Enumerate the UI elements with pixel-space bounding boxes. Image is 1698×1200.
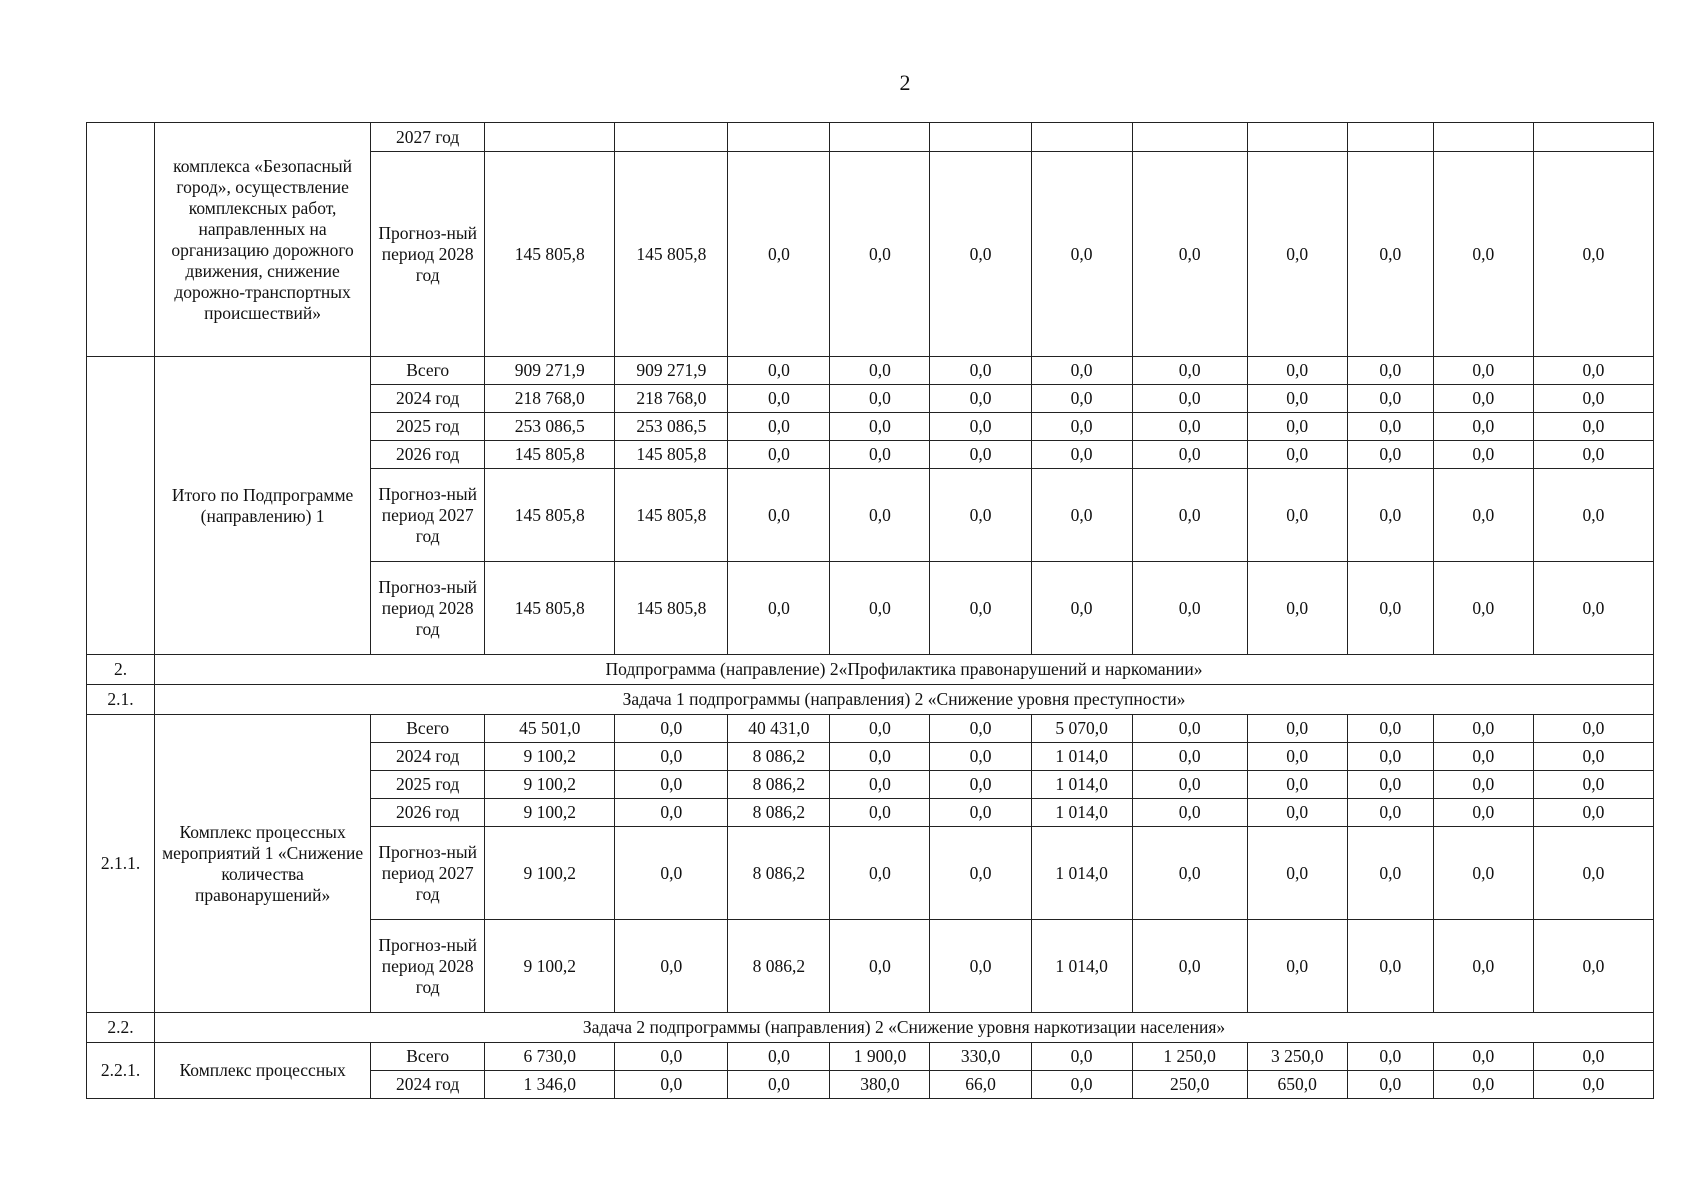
value-cell: 0,0	[930, 152, 1031, 357]
row-code: 2.1.1.	[87, 715, 155, 1013]
value-cell: 1 014,0	[1031, 771, 1132, 799]
row-name: Комплекс процессных мероприятий 1 «Снижение количества правонарушений»	[155, 715, 371, 1013]
value-cell: 3 250,0	[1247, 1043, 1347, 1071]
value-cell: 145 805,8	[615, 441, 728, 469]
value-cell: 1 346,0	[485, 1071, 615, 1099]
value-cell	[728, 123, 830, 152]
value-cell: 0,0	[1533, 743, 1653, 771]
budget-table	[86, 122, 1654, 1099]
value-cell: 0,0	[1533, 413, 1653, 441]
value-cell: 0,0	[1347, 1071, 1433, 1099]
value-cell: 9 100,2	[485, 920, 615, 1013]
value-cell: 8 086,2	[728, 920, 830, 1013]
value-cell: 1 250,0	[1132, 1043, 1247, 1071]
value-cell: 0,0	[930, 771, 1031, 799]
value-cell: 0,0	[1132, 771, 1247, 799]
value-cell	[1247, 123, 1347, 152]
value-cell: 0,0	[930, 920, 1031, 1013]
value-cell: 380,0	[830, 1071, 930, 1099]
period-cell: 2024 год	[371, 385, 485, 413]
value-cell: 0,0	[615, 799, 728, 827]
value-cell: 0,0	[615, 743, 728, 771]
value-cell: 0,0	[1132, 715, 1247, 743]
value-cell: 218 768,0	[615, 385, 728, 413]
value-cell: 0,0	[1132, 385, 1247, 413]
value-cell: 1 014,0	[1031, 920, 1132, 1013]
value-cell: 0,0	[1433, 152, 1533, 357]
value-cell: 0,0	[728, 385, 830, 413]
value-cell: 0,0	[1132, 799, 1247, 827]
value-cell: 0,0	[1247, 385, 1347, 413]
value-cell: 145 805,8	[485, 152, 615, 357]
value-cell: 250,0	[1132, 1071, 1247, 1099]
value-cell: 0,0	[1031, 1043, 1132, 1071]
value-cell: 218 768,0	[485, 385, 615, 413]
value-cell: 0,0	[1132, 562, 1247, 655]
row-code: 2.1.	[87, 685, 155, 715]
value-cell: 0,0	[1347, 469, 1433, 562]
value-cell: 6 730,0	[485, 1043, 615, 1071]
value-cell: 0,0	[1433, 413, 1533, 441]
value-cell: 0,0	[1247, 920, 1347, 1013]
value-cell: 0,0	[615, 715, 728, 743]
period-cell: Прогноз-ный период 2028 год	[371, 152, 485, 357]
value-cell: 0,0	[1433, 799, 1533, 827]
value-cell: 0,0	[1433, 1071, 1533, 1099]
table-row	[87, 1043, 1654, 1071]
row-code: 2.2.1.	[87, 1043, 155, 1099]
period-cell: 2024 год	[371, 1071, 485, 1099]
row-name: Итого по Подпрограмме (направлению) 1	[155, 357, 371, 655]
value-cell: 0,0	[830, 357, 930, 385]
period-cell: 2025 год	[371, 771, 485, 799]
value-cell: 0,0	[1132, 743, 1247, 771]
value-cell: 0,0	[1433, 743, 1533, 771]
section-row	[87, 1013, 1654, 1043]
value-cell: 0,0	[728, 413, 830, 441]
value-cell: 145 805,8	[615, 469, 728, 562]
value-cell: 0,0	[728, 562, 830, 655]
value-cell: 0,0	[1533, 827, 1653, 920]
value-cell: 0,0	[1347, 357, 1433, 385]
value-cell: 0,0	[930, 827, 1031, 920]
value-cell: 0,0	[1247, 562, 1347, 655]
value-cell: 0,0	[1433, 385, 1533, 413]
value-cell	[615, 123, 728, 152]
value-cell	[1132, 123, 1247, 152]
value-cell: 0,0	[728, 441, 830, 469]
section-title: Задача 2 подпрограммы (направления) 2 «Снижение уровня наркотизации населения»	[155, 1013, 1654, 1043]
value-cell: 0,0	[1031, 385, 1132, 413]
value-cell	[1433, 123, 1533, 152]
row-code	[87, 123, 155, 357]
value-cell: 0,0	[930, 715, 1031, 743]
period-cell: Прогноз-ный период 2028 год	[371, 920, 485, 1013]
value-cell: 0,0	[930, 441, 1031, 469]
value-cell: 0,0	[1533, 715, 1653, 743]
value-cell: 0,0	[1347, 743, 1433, 771]
value-cell: 0,0	[830, 562, 930, 655]
value-cell: 0,0	[930, 799, 1031, 827]
value-cell	[485, 123, 615, 152]
section-row	[87, 655, 1654, 685]
value-cell: 0,0	[1347, 413, 1433, 441]
value-cell: 145 805,8	[485, 562, 615, 655]
value-cell: 45 501,0	[485, 715, 615, 743]
value-cell: 145 805,8	[615, 152, 728, 357]
value-cell	[830, 123, 930, 152]
value-cell: 0,0	[1433, 562, 1533, 655]
value-cell: 0,0	[830, 715, 930, 743]
value-cell: 1 014,0	[1031, 799, 1132, 827]
value-cell: 0,0	[1031, 562, 1132, 655]
value-cell: 0,0	[1533, 799, 1653, 827]
value-cell: 0,0	[1347, 799, 1433, 827]
value-cell: 0,0	[1533, 441, 1653, 469]
value-cell: 0,0	[830, 152, 930, 357]
page-number: 2	[899, 70, 911, 95]
value-cell: 0,0	[1433, 715, 1533, 743]
value-cell: 0,0	[1247, 771, 1347, 799]
value-cell: 0,0	[1031, 413, 1132, 441]
value-cell: 0,0	[1533, 357, 1653, 385]
value-cell: 0,0	[830, 385, 930, 413]
value-cell: 145 805,8	[485, 441, 615, 469]
value-cell: 0,0	[1347, 441, 1433, 469]
value-cell: 0,0	[930, 385, 1031, 413]
period-cell: 2024 год	[371, 743, 485, 771]
value-cell: 0,0	[930, 743, 1031, 771]
value-cell: 0,0	[728, 469, 830, 562]
value-cell: 0,0	[615, 1071, 728, 1099]
value-cell: 0,0	[1533, 469, 1653, 562]
value-cell: 0,0	[615, 771, 728, 799]
value-cell: 0,0	[1433, 441, 1533, 469]
row-name: Комплекс процессных	[155, 1043, 371, 1099]
value-cell: 253 086,5	[615, 413, 728, 441]
value-cell: 8 086,2	[728, 771, 830, 799]
value-cell: 9 100,2	[485, 799, 615, 827]
row-code	[87, 357, 155, 655]
value-cell: 0,0	[1247, 827, 1347, 920]
value-cell	[930, 123, 1031, 152]
value-cell: 253 086,5	[485, 413, 615, 441]
value-cell: 0,0	[1347, 920, 1433, 1013]
value-cell: 0,0	[1247, 799, 1347, 827]
value-cell: 0,0	[1433, 469, 1533, 562]
value-cell: 0,0	[1533, 152, 1653, 357]
table-row	[87, 123, 1654, 152]
value-cell: 0,0	[1247, 441, 1347, 469]
value-cell: 0,0	[830, 920, 930, 1013]
value-cell: 0,0	[1433, 827, 1533, 920]
period-cell: Прогноз-ный период 2027 год	[371, 469, 485, 562]
table-row	[87, 715, 1654, 743]
row-name: комплекса «Безопасный город», осуществление комплексных работ, направленных на организацию дорожного движения, снижение дорожно-транспортных происшествий»	[155, 123, 371, 357]
value-cell: 0,0	[1347, 827, 1433, 920]
value-cell: 0,0	[1533, 562, 1653, 655]
row-code: 2.2.	[87, 1013, 155, 1043]
value-cell: 0,0	[1347, 715, 1433, 743]
value-cell: 8 086,2	[728, 743, 830, 771]
value-cell: 0,0	[1132, 827, 1247, 920]
period-cell: Прогноз-ный период 2027 год	[371, 827, 485, 920]
value-cell: 5 070,0	[1031, 715, 1132, 743]
value-cell: 0,0	[1533, 1043, 1653, 1071]
value-cell: 9 100,2	[485, 771, 615, 799]
value-cell: 0,0	[1031, 152, 1132, 357]
period-cell: Прогноз-ный период 2028 год	[371, 562, 485, 655]
value-cell: 9 100,2	[485, 827, 615, 920]
value-cell: 0,0	[1132, 441, 1247, 469]
value-cell: 40 431,0	[728, 715, 830, 743]
value-cell: 0,0	[830, 441, 930, 469]
value-cell: 0,0	[615, 827, 728, 920]
value-cell: 8 086,2	[728, 827, 830, 920]
value-cell: 145 805,8	[615, 562, 728, 655]
value-cell: 0,0	[930, 357, 1031, 385]
value-cell: 0,0	[615, 920, 728, 1013]
period-cell: Всего	[371, 357, 485, 385]
value-cell: 0,0	[1132, 469, 1247, 562]
value-cell: 1 014,0	[1031, 827, 1132, 920]
value-cell: 0,0	[1433, 1043, 1533, 1071]
value-cell: 330,0	[930, 1043, 1031, 1071]
value-cell: 0,0	[830, 771, 930, 799]
value-cell: 0,0	[1247, 152, 1347, 357]
value-cell: 1 014,0	[1031, 743, 1132, 771]
value-cell: 0,0	[1247, 715, 1347, 743]
value-cell: 1 900,0	[830, 1043, 930, 1071]
period-cell: 2026 год	[371, 799, 485, 827]
value-cell: 66,0	[930, 1071, 1031, 1099]
value-cell: 0,0	[1533, 920, 1653, 1013]
value-cell: 9 100,2	[485, 743, 615, 771]
value-cell: 0,0	[1433, 357, 1533, 385]
value-cell: 0,0	[1132, 920, 1247, 1013]
value-cell: 145 805,8	[485, 469, 615, 562]
value-cell: 0,0	[830, 799, 930, 827]
value-cell: 0,0	[1247, 469, 1347, 562]
value-cell: 0,0	[930, 469, 1031, 562]
value-cell: 0,0	[1347, 562, 1433, 655]
value-cell: 0,0	[728, 1043, 830, 1071]
value-cell: 0,0	[830, 743, 930, 771]
period-cell: 2025 год	[371, 413, 485, 441]
value-cell: 0,0	[1247, 413, 1347, 441]
section-row	[87, 685, 1654, 715]
value-cell: 0,0	[1031, 469, 1132, 562]
value-cell: 0,0	[1347, 771, 1433, 799]
table-row	[87, 357, 1654, 385]
value-cell: 0,0	[930, 413, 1031, 441]
value-cell: 0,0	[1132, 357, 1247, 385]
value-cell: 0,0	[1031, 441, 1132, 469]
value-cell: 0,0	[830, 413, 930, 441]
value-cell: 0,0	[1031, 357, 1132, 385]
value-cell: 0,0	[1347, 152, 1433, 357]
value-cell	[1533, 123, 1653, 152]
row-code: 2.	[87, 655, 155, 685]
value-cell: 0,0	[615, 1043, 728, 1071]
period-cell: Всего	[371, 1043, 485, 1071]
value-cell: 0,0	[1347, 1043, 1433, 1071]
value-cell: 0,0	[728, 357, 830, 385]
value-cell: 0,0	[1433, 771, 1533, 799]
period-cell: Всего	[371, 715, 485, 743]
value-cell: 0,0	[1347, 385, 1433, 413]
value-cell	[1031, 123, 1132, 152]
value-cell: 0,0	[930, 562, 1031, 655]
value-cell: 0,0	[1533, 385, 1653, 413]
section-title: Подпрограмма (направление) 2«Профилактика правонарушений и наркомании»	[155, 655, 1654, 685]
section-title: Задача 1 подпрограммы (направления) 2 «Снижение уровня преступности»	[155, 685, 1654, 715]
value-cell: 909 271,9	[485, 357, 615, 385]
value-cell: 0,0	[830, 469, 930, 562]
value-cell: 650,0	[1247, 1071, 1347, 1099]
value-cell: 909 271,9	[615, 357, 728, 385]
value-cell: 0,0	[830, 827, 930, 920]
value-cell: 0,0	[1533, 1071, 1653, 1099]
value-cell: 0,0	[728, 152, 830, 357]
period-cell: 2026 год	[371, 441, 485, 469]
value-cell: 0,0	[1433, 920, 1533, 1013]
value-cell	[1347, 123, 1433, 152]
period-cell: 2027 год	[371, 123, 485, 152]
value-cell: 0,0	[728, 1071, 830, 1099]
value-cell: 0,0	[1533, 771, 1653, 799]
value-cell: 0,0	[1031, 1071, 1132, 1099]
value-cell: 0,0	[1132, 152, 1247, 357]
value-cell: 0,0	[1247, 357, 1347, 385]
value-cell: 8 086,2	[728, 799, 830, 827]
value-cell: 0,0	[1132, 413, 1247, 441]
value-cell: 0,0	[1247, 743, 1347, 771]
